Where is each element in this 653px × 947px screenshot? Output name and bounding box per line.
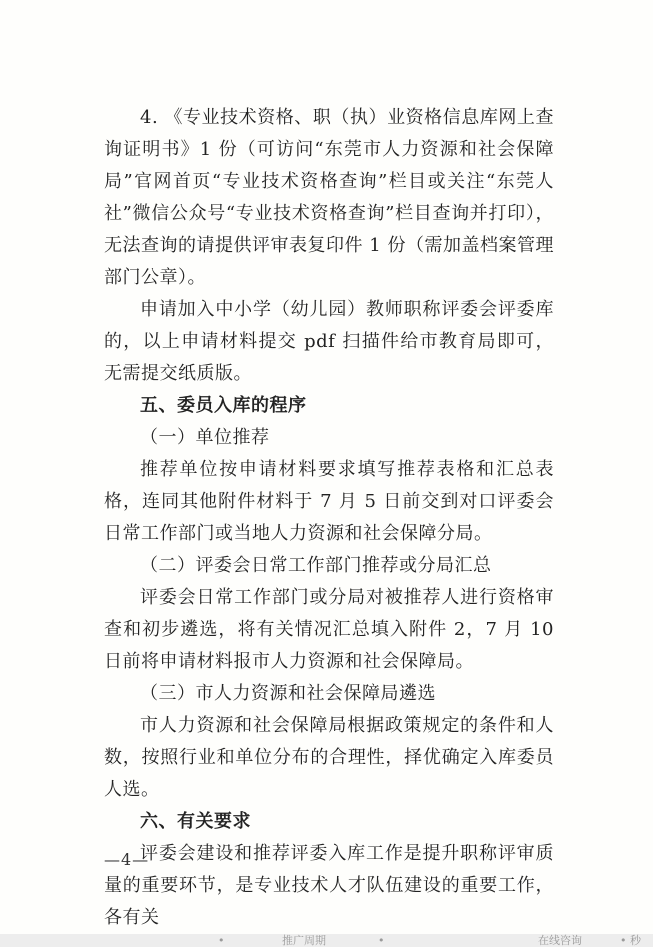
toolbar-fragment-1: • [218,934,225,947]
paragraph-unit-recommendation: 推荐单位按申请材料要求填写推荐表格和汇总表格，连同其他附件材料于 7 月 5 日前交到对口评委会日常工作部门或当地人力资源和社会保障分局。 [104,459,554,544]
bottom-toolbar-strip [0,934,653,947]
section-heading-procedure: 五、委员入库的程序 [140,395,307,416]
subheading-bureau-selection: （三）市人力资源和社会保障局遴选 [140,683,436,704]
subheading-department-summary: （二）评委会日常工作部门推荐或分局汇总 [140,555,492,576]
toolbar-fragment-2: • [378,934,385,947]
paragraph-kindergarten-note: 申请加入中小学（幼儿园）教师职称评委会评委库的，以上申请材料提交 pdf 扫描件给市教育局即可，无需提交纸质版。 [104,299,554,384]
page-number: —4— [104,850,150,869]
toolbar-fragment-promo[interactable]: 推广周期 [282,934,326,947]
section-heading-requirements: 六、有关要求 [140,811,251,832]
paragraph-bureau-selection: 市人力资源和社会保障局根据政策规定的条件和人数，按照行业和单位分布的合理性，择优确定入库委员人选。 [104,715,554,800]
paragraph-department-summary: 评委会日常工作部门或分局对被推荐人进行资格审查和初步遴选，将有关情况汇总填入附件 2，7 月 10 日前将申请材料报市人力资源和社会保障局。 [104,587,554,672]
paragraph-requirements: 评委会建设和推荐评委入库工作是提升职称评审质量的重要环节，是专业技术人才队伍建设的重要工作，各有关 [104,843,554,928]
toolbar-fragment-consult[interactable]: 在线咨询 [538,934,582,947]
document-body [104,102,554,934]
toolbar-fragment-3: • 秒 [620,934,641,947]
paragraph-materials-item-4: 4. 《专业技术资格、职（执）业资格信息库网上查询证明书》1 份（可访问“东莞市人力资源和社会保障局”官网首页“专业技术资格查询”栏目或关注“东莞人社”微信公众号“专业技术资格查询”栏目查询并打印），无法查询的请提供评审表复印件 1 份（需加盖档案管理部门公章）。 [104,107,554,288]
subheading-unit-recommendation: （一）单位推荐 [140,427,270,448]
